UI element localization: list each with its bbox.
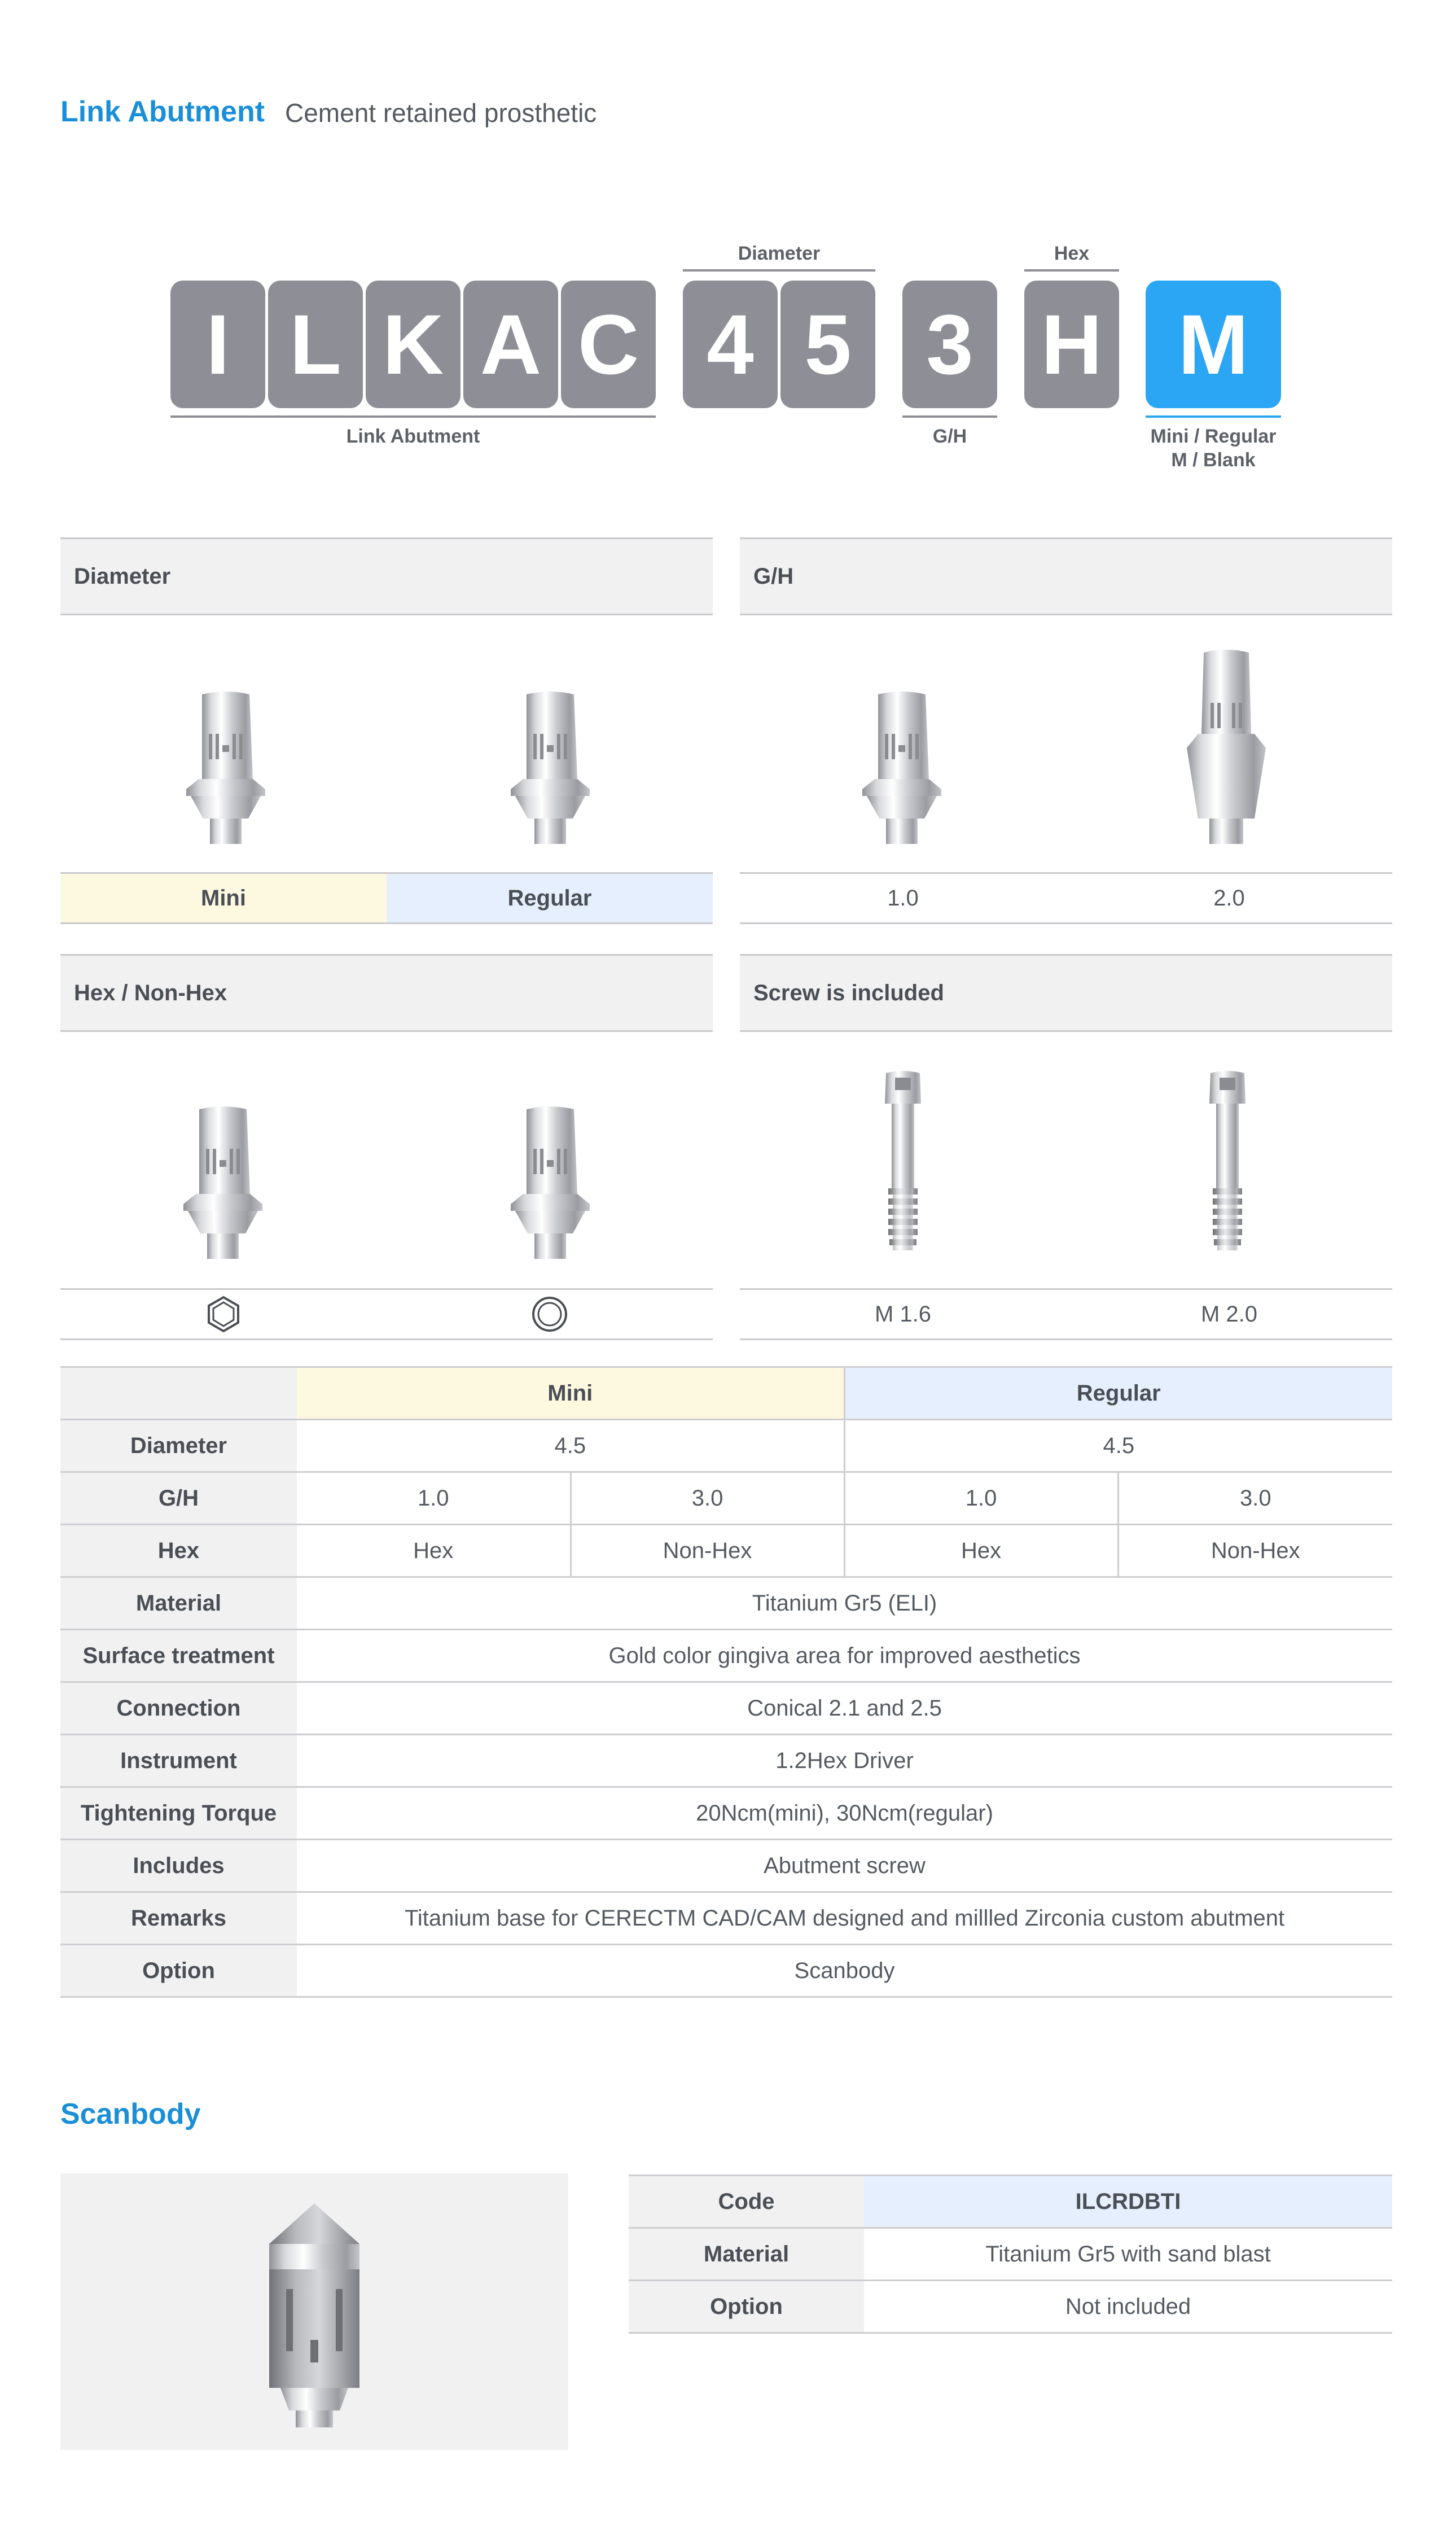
column-header-regular: Regular [844,1367,1392,1420]
hex-options-row [60,1288,713,1340]
row-label: Material [629,2228,864,2281]
code-digit: 3 [902,281,997,408]
table-row [629,2176,1392,2228]
table-row [60,1472,1392,1525]
screw-m16-image [875,1070,931,1256]
table-row [629,2281,1392,2333]
table-row [60,1892,1392,1945]
abutment-hex-image [178,1104,268,1267]
row-label: Option [629,2281,864,2333]
table-cell: Scanbody [297,1945,1392,1997]
table-corner [60,1367,297,1420]
table-cell: 3.0 [571,1472,844,1525]
type-bracket [1146,415,1281,418]
table-row [60,1787,1392,1840]
screw-m20-image [1199,1070,1256,1256]
screw-options-row [740,1288,1392,1340]
row-label: Remarks [60,1892,297,1945]
option-regular: Regular [387,874,713,922]
table-cell: 4.5 [844,1420,1392,1472]
column-header-mini: Mini [297,1367,844,1420]
code-digit: 4 [683,281,778,408]
abutment-mini-image [181,689,271,852]
table-cell: Titanium base for CERECTM CAD/CAM designed and millled Zirconia custom abutment [297,1892,1392,1945]
m-blank-label: M / Blank [1171,449,1256,471]
hex-option-cell [60,1290,387,1338]
table-cell: Non-Hex [1118,1525,1392,1577]
table-row [60,1420,1392,1472]
non-hex-option-cell [387,1290,713,1338]
abutment-gh2-image [1181,649,1271,852]
hex-bracket [1024,269,1119,272]
hex-panel-header: Hex / Non-Hex [60,954,713,1032]
row-label: Option [60,1945,297,1997]
abutment-gh1-image [857,689,947,852]
table-cell: 3.0 [1118,1472,1392,1525]
diameter-bracket [683,269,875,272]
option-gh-2: 2.0 [1213,885,1245,911]
table-cell: Hex [297,1525,571,1577]
table-cell: ILCRDBTI [864,2176,1392,2228]
table-row [60,1367,1392,1420]
table-cell: 4.5 [297,1420,844,1472]
code-letter-highlight: M [1146,281,1281,408]
table-row [60,1945,1392,1997]
table-cell: 1.0 [844,1472,1118,1525]
code-letter: C [561,281,656,408]
code-letter: H [1024,281,1119,408]
row-label: Diameter [60,1420,297,1472]
scanbody-table [629,2175,1392,2334]
gh-bracket [902,415,997,418]
row-label: Connection [60,1682,297,1735]
code-letter: K [366,281,461,408]
code-letter: I [170,281,265,408]
table-row [60,1525,1392,1577]
scanbody-image [261,2199,368,2430]
gh-panel-header: G/H [740,537,1392,615]
diameter-options-row [60,872,713,924]
non-hex-icon [530,1294,569,1334]
mini-regular-label: Mini / Regular [1150,426,1277,447]
page-title: Link Abutment [60,95,265,128]
table-row [60,1577,1392,1630]
abutment-regular-image [505,689,595,852]
table-row [60,1840,1392,1892]
table-cell: 20Ncm(mini), 30Ncm(regular) [297,1787,1392,1840]
table-row [60,1735,1392,1787]
table-cell: Titanium Gr5 (ELI) [297,1577,1392,1630]
table-cell: Hex [844,1525,1118,1577]
hex-icon [204,1294,243,1334]
diameter-panel-header: Diameter [60,537,713,615]
row-label: G/H [60,1472,297,1525]
row-label: Instrument [60,1735,297,1787]
scanbody-image-box [60,2173,568,2450]
gh-code-label: G/H [932,426,967,447]
link-abutment-bracket [170,415,656,418]
table-cell: 1.2Hex Driver [297,1735,1392,1787]
gh-options-row [740,872,1392,924]
table-cell: Not included [864,2281,1392,2333]
abutment-nonhex-image [505,1104,595,1267]
link-abutment-code-label: Link Abutment [346,426,480,447]
table-cell: Conical 2.1 and 2.5 [297,1682,1392,1735]
table-cell: Abutment screw [297,1840,1392,1892]
table-row [60,1682,1392,1735]
row-label: Hex [60,1525,297,1577]
option-screw-m20: M 2.0 [1200,1301,1258,1327]
table-row [629,2228,1392,2281]
option-screw-m16: M 1.6 [874,1301,932,1327]
code-letter: A [463,281,558,408]
code-digit: 5 [780,281,875,408]
row-label: Material [60,1577,297,1630]
scanbody-title: Scanbody [60,2098,201,2130]
spec-table [60,1366,1392,1998]
option-gh-1: 1.0 [887,885,919,911]
screw-panel-header: Screw is included [740,954,1392,1032]
row-label: Includes [60,1840,297,1892]
table-cell: 1.0 [297,1472,571,1525]
row-label: Tightening Torque [60,1787,297,1840]
hex-code-label: Hex [1054,243,1090,264]
row-label: Code [629,2176,864,2228]
table-cell: Gold color gingiva area for improved aesthetics [297,1630,1392,1682]
table-cell: Titanium Gr5 with sand blast [864,2228,1392,2281]
diameter-code-label: Diameter [738,243,821,264]
option-mini: Mini [60,874,387,922]
code-letter: L [268,281,363,408]
table-row [60,1630,1392,1682]
table-cell: Non-Hex [571,1525,844,1577]
page-subtitle: Cement retained prosthetic [285,98,597,128]
row-label: Surface treatment [60,1630,297,1682]
